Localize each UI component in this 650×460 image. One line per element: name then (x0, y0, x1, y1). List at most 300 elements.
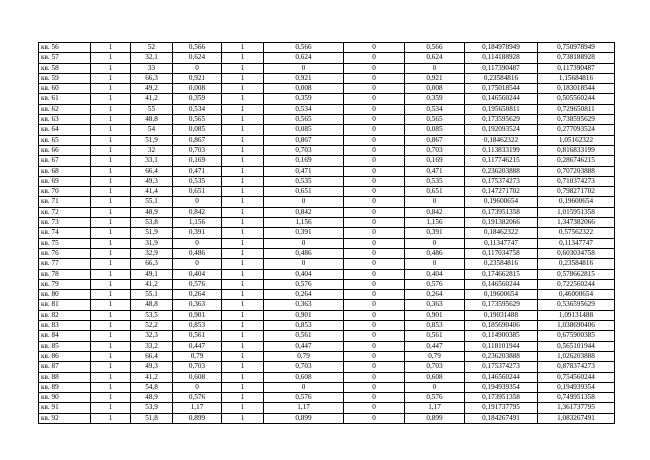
table-cell: 1 (91, 115, 131, 125)
table-cell: 1 (222, 331, 264, 341)
apartment-cell: кв. 88 (39, 372, 91, 382)
table-cell: 0 (344, 156, 405, 166)
apartment-cell: кв. 62 (39, 104, 91, 114)
table-cell: 0,085 (264, 125, 344, 135)
table-cell: 0,565 (173, 115, 222, 125)
table-cell: 1 (222, 300, 264, 310)
table-cell: 1 (91, 135, 131, 145)
table-cell: 1,156 (173, 218, 222, 228)
table-cell: 0,447 (405, 341, 465, 351)
table-cell: 0,576 (173, 279, 222, 289)
table-cell: 0 (173, 63, 222, 73)
table-cell: 32 (131, 145, 173, 155)
table-cell: 0 (344, 341, 405, 351)
table-cell: 0,117390487 (465, 63, 538, 73)
table-cell: 1,15684816 (538, 73, 615, 83)
apartment-cell: кв. 84 (39, 331, 91, 341)
table-cell: 0 (344, 53, 405, 63)
apartment-cell: кв. 58 (39, 63, 91, 73)
table-cell: 1 (222, 197, 264, 207)
table-row (39, 403, 615, 413)
table-row (39, 53, 615, 63)
table-cell: 1 (91, 176, 131, 186)
table-cell: 0,391 (173, 228, 222, 238)
table-cell: 1 (222, 341, 264, 351)
table-cell: 0,798271702 (538, 187, 615, 197)
table-cell: 0,117746215 (465, 156, 538, 166)
table-cell: 1,05162322 (538, 135, 615, 145)
table-cell: 0,184267491 (465, 413, 538, 423)
table-cell: 1 (91, 413, 131, 423)
table-cell: 0 (173, 197, 222, 207)
table-cell: 0,471 (264, 166, 344, 176)
apartment-cell: кв. 75 (39, 238, 91, 248)
table-cell: 0,277093524 (538, 125, 615, 135)
table-row (39, 269, 615, 279)
table-cell: 0 (405, 259, 465, 269)
table-cell: 0,703 (264, 362, 344, 372)
table-row (39, 73, 615, 83)
table-cell: 0,842 (264, 207, 344, 217)
table-cell: 1 (222, 104, 264, 114)
table-cell: 1 (91, 197, 131, 207)
table-cell: 0,173595629 (465, 115, 538, 125)
table-cell: 0,535 (173, 176, 222, 186)
table-cell: 0,486 (405, 248, 465, 258)
table-cell: 0,008 (405, 84, 465, 94)
table-cell: 1,347382066 (538, 218, 615, 228)
table-row (39, 207, 615, 217)
table-cell: 0,578662815 (538, 269, 615, 279)
table-cell: 0 (344, 362, 405, 372)
table-cell: 0 (344, 104, 405, 114)
table-cell: 0,750978949 (538, 43, 615, 53)
table-cell: 0,651 (405, 187, 465, 197)
table-cell: 0 (344, 43, 405, 53)
table-cell: 1 (222, 166, 264, 176)
table-cell: 1,156 (405, 218, 465, 228)
table-cell: 0,185690406 (465, 321, 538, 331)
table-cell: 0,146560244 (465, 279, 538, 289)
table-cell: 0,18462322 (465, 228, 538, 238)
table-cell: 0,175374273 (465, 176, 538, 186)
table-row (39, 166, 615, 176)
table-cell: 1 (222, 73, 264, 83)
table-cell: 51,8 (131, 413, 173, 423)
table-cell: 0 (264, 382, 344, 392)
table-cell: 1 (91, 403, 131, 413)
table-cell: 0,23584816 (538, 259, 615, 269)
table-cell: 0,624 (405, 53, 465, 63)
table-cell: 0 (344, 166, 405, 176)
table-cell: 1 (91, 125, 131, 135)
apartment-cell: кв. 82 (39, 310, 91, 320)
apartment-cell: кв. 60 (39, 84, 91, 94)
table-cell: 0,363 (173, 300, 222, 310)
apartment-cell: кв. 69 (39, 176, 91, 186)
table-cell: 0,675900385 (538, 331, 615, 341)
apartment-cell: кв. 85 (39, 341, 91, 351)
apartment-cell: кв. 90 (39, 393, 91, 403)
table-cell: 52 (131, 43, 173, 53)
table-cell: 0,651 (173, 187, 222, 197)
table-cell: 0 (344, 300, 405, 310)
table-cell: 48,8 (131, 300, 173, 310)
table-row (39, 300, 615, 310)
table-cell: 0,085 (173, 125, 222, 135)
table-cell: 0,738188928 (538, 53, 615, 63)
table-cell: 0,707203888 (538, 166, 615, 176)
table-cell: 0 (344, 310, 405, 320)
table-cell: 66,4 (131, 351, 173, 361)
table-cell: 54,8 (131, 382, 173, 392)
table-cell: 53,9 (131, 403, 173, 413)
table-cell: 0 (344, 94, 405, 104)
table-cell: 0 (405, 382, 465, 392)
table-cell: 1 (91, 331, 131, 341)
table-cell: 0,566 (173, 43, 222, 53)
table-row (39, 382, 615, 392)
table-cell: 33,2 (131, 341, 173, 351)
table-cell: 1 (91, 341, 131, 351)
table-cell: 1 (91, 63, 131, 73)
table-cell: 0,11347747 (538, 238, 615, 248)
apartment-cell: кв. 56 (39, 43, 91, 53)
table-cell: 0 (344, 321, 405, 331)
table-cell: 0 (264, 259, 344, 269)
table-cell: 0,536595629 (538, 300, 615, 310)
table-cell: 0,921 (173, 73, 222, 83)
table-cell: 0,486 (264, 248, 344, 258)
table-row (39, 279, 615, 289)
table-row (39, 413, 615, 423)
table-cell: 1 (91, 300, 131, 310)
table-cell: 0,146560244 (465, 372, 538, 382)
table-cell: 1 (91, 228, 131, 238)
table-cell: 1 (222, 238, 264, 248)
table-cell: 1 (91, 393, 131, 403)
table-cell: 1 (222, 290, 264, 300)
table-cell: 55 (131, 104, 173, 114)
table-cell: 41,2 (131, 279, 173, 289)
table-cell: 0,447 (264, 341, 344, 351)
table-cell: 1 (91, 248, 131, 258)
table-cell: 66,3 (131, 259, 173, 269)
table-cell: 0 (344, 73, 405, 83)
table-cell: 55,1 (131, 290, 173, 300)
table-cell: 0,565101944 (538, 341, 615, 351)
table-cell: 0 (344, 331, 405, 341)
table-cell: 0,113833199 (465, 145, 538, 155)
table-cell: 0,359 (173, 94, 222, 104)
table-cell: 1 (91, 43, 131, 53)
table-cell: 1 (91, 207, 131, 217)
table-cell: 0 (344, 218, 405, 228)
table-cell: 0,264 (173, 290, 222, 300)
table-cell: 1 (222, 218, 264, 228)
table-cell: 1,156 (264, 218, 344, 228)
apartment-cell: кв. 81 (39, 300, 91, 310)
table-row (39, 84, 615, 94)
table-row (39, 197, 615, 207)
table-cell: 0 (344, 259, 405, 269)
table-cell: 1,09131488 (538, 310, 615, 320)
table-row (39, 259, 615, 269)
table-cell: 0,175018544 (465, 84, 538, 94)
table-row (39, 156, 615, 166)
table-cell: 0 (344, 197, 405, 207)
table-cell: 0,703 (405, 145, 465, 155)
apartment-cell: кв. 87 (39, 362, 91, 372)
table-row (39, 228, 615, 238)
table-cell: 41,2 (131, 372, 173, 382)
table-cell: 0,117034758 (465, 248, 538, 258)
table-cell: 0,703 (173, 362, 222, 372)
table-cell: 54 (131, 125, 173, 135)
table-cell: 1,083267491 (538, 413, 615, 423)
table-cell: 1 (222, 269, 264, 279)
table-cell: 1 (222, 43, 264, 53)
table-cell: 0,749951358 (538, 393, 615, 403)
table-cell: 0,114900385 (465, 331, 538, 341)
table-cell: 0,754560244 (538, 372, 615, 382)
apartment-cell: кв. 71 (39, 197, 91, 207)
table-row (39, 43, 615, 53)
table-row (39, 176, 615, 186)
apartment-cell: кв. 91 (39, 403, 91, 413)
table-cell: 31,9 (131, 238, 173, 248)
table-cell: 0,608 (173, 372, 222, 382)
table-cell: 0,703 (264, 145, 344, 155)
table-cell: 0,79 (405, 351, 465, 361)
table-cell: 0 (344, 238, 405, 248)
table-row (39, 125, 615, 135)
table-cell: 0,901 (264, 310, 344, 320)
apartment-cell: кв. 68 (39, 166, 91, 176)
table-cell: 0,899 (173, 413, 222, 423)
table-cell: 0,236203888 (465, 166, 538, 176)
table-cell: 0,008 (264, 84, 344, 94)
table-row (39, 238, 615, 248)
table-cell: 49,1 (131, 269, 173, 279)
apartment-cell: кв. 89 (39, 382, 91, 392)
table-cell: 49,2 (131, 84, 173, 94)
table-row (39, 372, 615, 382)
apartment-cell: кв. 64 (39, 125, 91, 135)
table-cell: 0,173595629 (465, 300, 538, 310)
table-row (39, 362, 615, 372)
table-cell: 32,3 (131, 331, 173, 341)
table-cell: 1 (222, 259, 264, 269)
table-cell: 0 (344, 125, 405, 135)
table-cell: 0,19600654 (465, 290, 538, 300)
table-cell: 0 (405, 197, 465, 207)
table-cell: 0 (344, 279, 405, 289)
table-cell: 0,359 (405, 94, 465, 104)
apartment-cell: кв. 72 (39, 207, 91, 217)
table-cell: 0,471 (405, 166, 465, 176)
table-cell: 33,1 (131, 156, 173, 166)
table-cell: 0,19600654 (538, 197, 615, 207)
table-cell: 0,146560244 (465, 94, 538, 104)
table-row (39, 218, 615, 228)
table-cell: 41,4 (131, 187, 173, 197)
table-cell: 0,391 (264, 228, 344, 238)
table-cell: 0,576 (405, 393, 465, 403)
table-cell: 1 (222, 63, 264, 73)
table-cell: 1 (91, 53, 131, 63)
table-cell: 1 (91, 269, 131, 279)
table-cell: 0,729650811 (538, 104, 615, 114)
table-cell: 1 (222, 53, 264, 63)
table-cell: 0,363 (264, 300, 344, 310)
table-cell: 0,286746215 (538, 156, 615, 166)
table-cell: 0,184978949 (465, 43, 538, 53)
table-cell: 0 (264, 238, 344, 248)
table-cell: 1 (222, 279, 264, 289)
table-cell: 1 (222, 362, 264, 372)
table-cell: 1 (222, 94, 264, 104)
table-cell: 0,561 (173, 331, 222, 341)
table-cell: 0,486 (173, 248, 222, 258)
table-cell: 1 (91, 104, 131, 114)
table-cell: 0 (344, 207, 405, 217)
table-cell: 0,867 (405, 135, 465, 145)
table-cell: 0,57562322 (538, 228, 615, 238)
table-cell: 0 (173, 382, 222, 392)
table-cell: 0,921 (405, 73, 465, 83)
table-cell: 1 (222, 115, 264, 125)
table-cell: 0 (173, 238, 222, 248)
table-cell: 0,194939354 (538, 382, 615, 392)
table-cell: 0 (405, 63, 465, 73)
table-cell: 0,183018544 (538, 84, 615, 94)
table-cell: 0,236203888 (465, 351, 538, 361)
apartment-cell: кв. 77 (39, 259, 91, 269)
table-cell: 0 (344, 393, 405, 403)
table-cell: 0,576 (264, 393, 344, 403)
table-cell: 1 (91, 310, 131, 320)
table-cell: 0,117390487 (538, 63, 615, 73)
table-cell: 0,264 (405, 290, 465, 300)
table-cell: 0,169 (264, 156, 344, 166)
table-cell: 0,264 (264, 290, 344, 300)
document-page (38, 42, 615, 424)
table-cell: 0,576 (264, 279, 344, 289)
table-cell: 0,853 (405, 321, 465, 331)
table-row (39, 145, 615, 155)
table-cell: 0,624 (173, 53, 222, 63)
table-cell: 1 (222, 187, 264, 197)
table-cell: 0,085 (405, 125, 465, 135)
table-cell: 0 (344, 63, 405, 73)
table-cell: 1 (222, 351, 264, 361)
table-cell: 51,9 (131, 228, 173, 238)
table-row (39, 393, 615, 403)
table-row (39, 94, 615, 104)
table-cell: 0 (264, 197, 344, 207)
table-cell: 1 (222, 321, 264, 331)
table-cell: 0 (344, 372, 405, 382)
table-cell: 0,921 (264, 73, 344, 83)
table-cell: 32,9 (131, 248, 173, 258)
table-row (39, 63, 615, 73)
table-cell: 1,015951358 (538, 207, 615, 217)
table-cell: 0 (344, 290, 405, 300)
apartment-cell: кв. 65 (39, 135, 91, 145)
table-cell: 66,4 (131, 166, 173, 176)
table-cell: 0,878374273 (538, 362, 615, 372)
table-cell: 0,195650811 (465, 104, 538, 114)
table-cell: 0,19031488 (465, 310, 538, 320)
table-cell: 0 (344, 269, 405, 279)
table-cell: 0 (405, 238, 465, 248)
table-cell: 0,899 (264, 413, 344, 423)
table-cell: 0,147271702 (465, 187, 538, 197)
table-cell: 0,194939354 (465, 382, 538, 392)
table-cell: 0 (344, 403, 405, 413)
table-cell: 0,534 (405, 104, 465, 114)
table-cell: 1,026203888 (538, 351, 615, 361)
table-cell: 1 (91, 259, 131, 269)
table-cell: 0,23584816 (465, 73, 538, 83)
table-cell: 0 (344, 115, 405, 125)
table-cell: 0,471 (173, 166, 222, 176)
apartment-cell: кв. 83 (39, 321, 91, 331)
table-cell: 0 (264, 63, 344, 73)
table-cell: 0,173951358 (465, 393, 538, 403)
table-cell: 0,703 (405, 362, 465, 372)
table-cell: 1 (222, 135, 264, 145)
table-cell: 0,853 (173, 321, 222, 331)
table-cell: 0,175374273 (465, 362, 538, 372)
table-cell: 1 (91, 218, 131, 228)
apartment-cell: кв. 63 (39, 115, 91, 125)
table-cell: 0,603034758 (538, 248, 615, 258)
table-cell: 1 (222, 248, 264, 258)
table-cell: 0 (344, 187, 405, 197)
table-cell: 0,79 (264, 351, 344, 361)
apartment-cell: кв. 59 (39, 73, 91, 83)
table-cell: 0,899 (405, 413, 465, 423)
table-cell: 1 (91, 372, 131, 382)
table-cell: 1 (91, 238, 131, 248)
table-cell: 1 (222, 393, 264, 403)
table-cell: 0,576 (173, 393, 222, 403)
table-cell: 1,17 (405, 403, 465, 413)
table-row (39, 331, 615, 341)
table-cell: 0,738595629 (538, 115, 615, 125)
table-cell: 1 (91, 290, 131, 300)
table-cell: 53,8 (131, 218, 173, 228)
table-cell: 0,534 (264, 104, 344, 114)
apartment-cell: кв. 61 (39, 94, 91, 104)
apartment-cell: кв. 67 (39, 156, 91, 166)
table-cell: 1 (222, 176, 264, 186)
table-cell: 0 (344, 176, 405, 186)
table-cell: 0 (344, 382, 405, 392)
table-cell: 0,191382066 (465, 218, 538, 228)
table-cell: 0,79 (173, 351, 222, 361)
table-cell: 33 (131, 63, 173, 73)
table-cell: 0,624 (264, 53, 344, 63)
table-cell: 1 (91, 351, 131, 361)
table-cell: 0,853 (264, 321, 344, 331)
table-cell: 49,3 (131, 362, 173, 372)
table-cell: 0,534 (173, 104, 222, 114)
table-cell: 0,816833199 (538, 145, 615, 155)
table-cell: 0 (344, 228, 405, 238)
